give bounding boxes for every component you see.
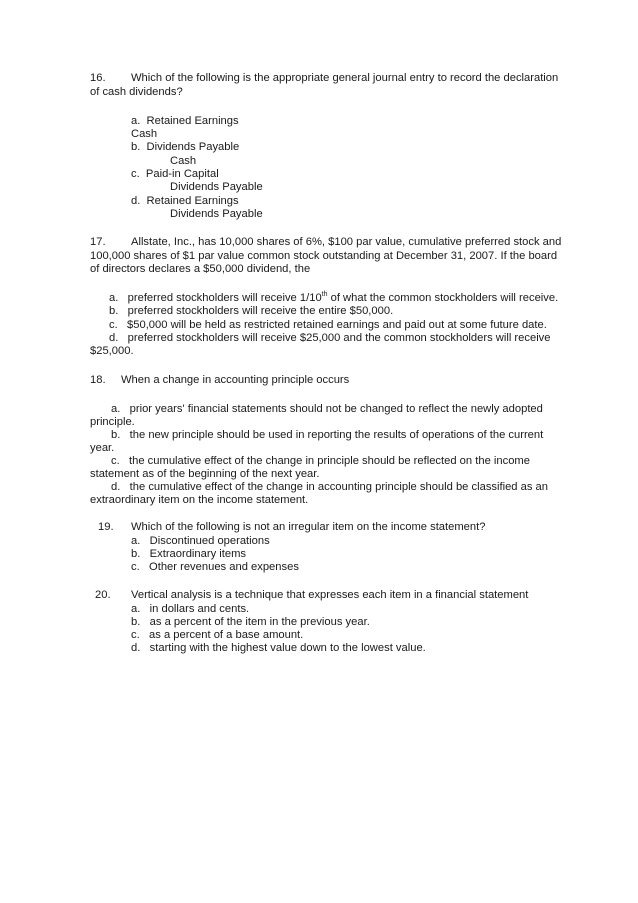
question-stem: When a change in accounting principle occurs bbox=[121, 374, 350, 386]
question-stem: Allstate, Inc., has 10,000 shares of 6%, $100 par value, cumulative preferred stock and bbox=[131, 236, 562, 248]
question-number: 16. bbox=[90, 72, 106, 84]
answer-option-b: b. as a percent of the item in the previous year. bbox=[131, 616, 370, 628]
superscript: th bbox=[321, 291, 328, 298]
answer-option-b: b. preferred stockholders will receive the entire $50,000. bbox=[109, 305, 394, 317]
answer-option-d-cont: extraordinary item on the income statement. bbox=[90, 494, 309, 506]
question-stem: Which of the following is not an irregular item on the income statement? bbox=[131, 521, 486, 533]
answer-option-c-cont: statement as of the beginning of the next year. bbox=[90, 468, 320, 480]
answer-option-a: a. Discontinued operations bbox=[131, 535, 270, 547]
answer-option-a: a. prior years' financial statements should not be changed to reflect the newly adopted bbox=[111, 403, 543, 415]
question-number: 19. bbox=[98, 521, 114, 533]
question-number: 17. bbox=[90, 236, 106, 248]
answer-option-c: c. the cumulative effect of the change in principle should be reflected on the income bbox=[111, 455, 530, 467]
answer-option-b-cont: year. bbox=[90, 442, 115, 454]
answer-option-b: b. Extraordinary items bbox=[131, 548, 247, 560]
question-stem: of cash dividends? bbox=[90, 86, 183, 98]
answer-option-d: d. the cumulative effect of the change in accounting principle should be classified as an bbox=[111, 481, 549, 493]
answer-option-c-sub: Dividends Payable bbox=[170, 181, 263, 193]
question-number: 20. bbox=[95, 589, 111, 601]
answer-option-a: a. Retained Earnings bbox=[131, 115, 239, 127]
answer-option-d: d. preferred stockholders will receive $25,000 and the common stockholders will receive bbox=[109, 332, 551, 344]
question-stem: Which of the following is the appropriate general journal entry to record the declaration bbox=[131, 72, 559, 84]
answer-option-b: b. Dividends Payable bbox=[131, 141, 240, 153]
answer-option-a: a. in dollars and cents. bbox=[131, 603, 250, 615]
question-number: 18. bbox=[90, 374, 106, 386]
answer-option-c: c. $50,000 will be held as restricted retained earnings and paid out at some future date. bbox=[109, 319, 547, 331]
answer-option-c: c. Other revenues and expenses bbox=[131, 561, 299, 573]
answer-option-d-cont: $25,000. bbox=[90, 345, 134, 357]
answer-option-d-sub: Dividends Payable bbox=[170, 208, 263, 220]
question-stem: Vertical analysis is a technique that expresses each item in a financial statement bbox=[131, 589, 529, 601]
answer-option-a-cont: principle. bbox=[90, 416, 135, 428]
question-stem: of directors declares a $50,000 dividend, the bbox=[90, 263, 311, 275]
question-stem: 100,000 shares of $1 par value common stock outstanding at December 31, 2007. If the board bbox=[90, 250, 558, 262]
answer-option-a: a. preferred stockholders will receive 1/10th of what the common stockholders will receive. bbox=[109, 291, 559, 304]
answer-option-c: c. as a percent of a base amount. bbox=[131, 629, 304, 641]
answer-option-d: d. starting with the highest value down to the lowest value. bbox=[131, 642, 426, 654]
answer-option-b-sub: Cash bbox=[170, 155, 197, 167]
answer-option-b: b. the new principle should be used in reporting the results of operations of the current bbox=[111, 429, 544, 441]
answer-option-d: d. Retained Earnings bbox=[131, 195, 239, 207]
answer-option-a-sub: Cash bbox=[131, 128, 158, 140]
answer-option-c: c. Paid-in Capital bbox=[131, 168, 219, 180]
